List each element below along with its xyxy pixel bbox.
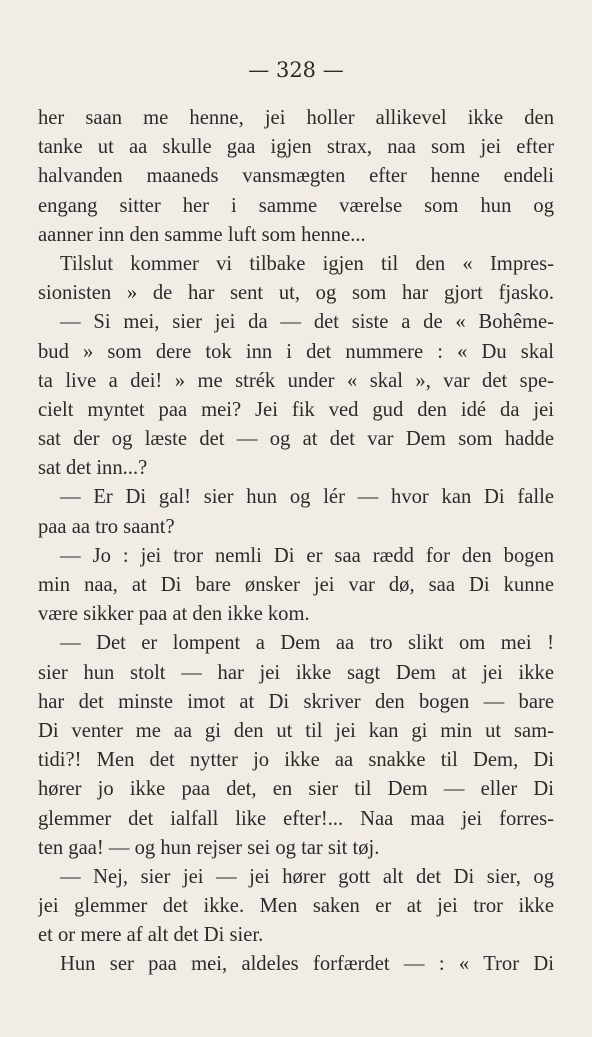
text-line: paa aa tro saant?	[38, 515, 175, 538]
text-line: ta live a dei! » me strék under « skal », var det spe-	[38, 369, 554, 392]
text-line: har det minste imot at Di skriver den bogen — bare	[38, 690, 554, 713]
text-line: tanke ut aa skulle gaa igjen strax, naa som jei efter	[38, 136, 554, 159]
text-line: — Er Di gal! sier hun og lér — hvor kan Di falle	[60, 486, 554, 509]
text-line: jei glemmer det ikke. Men saken er at jei tror ikke	[38, 895, 554, 918]
text-line: engang sitter her i samme værelse som hun og	[38, 194, 554, 217]
text-line: — Det er lompent a Dem aa tro slikt om mei !	[60, 632, 554, 655]
text-line: sat det inn...?	[38, 457, 148, 480]
text-line: — Si mei, sier jei da — det siste a de « Bohême-	[60, 311, 554, 334]
text-line: — Jo : jei tror nemli Di er saa rædd for den bogen	[60, 544, 554, 567]
text-line: her saan me henne, jei holler allikevel ikke den	[38, 107, 554, 129]
text-line: være sikker paa at den ikke kom.	[38, 603, 310, 626]
text-line: halvanden maaneds vansmægten efter henne endeli	[38, 165, 554, 188]
text-line: bud » som dere tok inn i det nummere : « Du skal	[38, 340, 554, 363]
text-line: Hun ser paa mei, aldeles forfærdet — : « Tror Di	[60, 953, 554, 976]
text-line: hører jo ikke paa det, en sier til Dem — eller Di	[38, 778, 554, 801]
text-line: sat der og læste det — og at det var Dem som hadde	[38, 428, 554, 451]
text-line: sier hun stolt — har jei ikke sagt Dem at jei ikke	[38, 661, 554, 684]
text-line: et or mere af alt det Di sier.	[38, 924, 264, 947]
text-line: — Nej, sier jei — jei hører gott alt det Di sier, og	[60, 865, 554, 888]
text-line: min naa, at Di bare ønsker jei var dø, saa Di kunne	[38, 574, 554, 596]
text-line: tidi?! Men det nytter jo ikke aa snakke til Dem, Di	[38, 749, 554, 772]
body-text	[38, 104, 554, 980]
text-line: Tilslut kommer vi tilbake igjen til den « Impres-	[60, 252, 554, 275]
text-line: sionisten » de har sent ut, og som har gjort fjasko.	[38, 282, 554, 305]
text-line: cielt myntet paa mei? Jei fik ved gud den idé da jei	[38, 398, 554, 421]
text-line: ten gaa! — og hun rejser sei og tar sit tøj.	[38, 836, 380, 859]
text-line: aanner inn den samme luft som henne...	[38, 223, 366, 246]
text-line: glemmer det ialfall like efter!... Naa maa jei forres-	[38, 807, 554, 830]
text-line: Di venter me aa gi den ut til jei kan gi min ut sam-	[38, 719, 554, 742]
page-number: — 328 —	[248, 58, 344, 82]
